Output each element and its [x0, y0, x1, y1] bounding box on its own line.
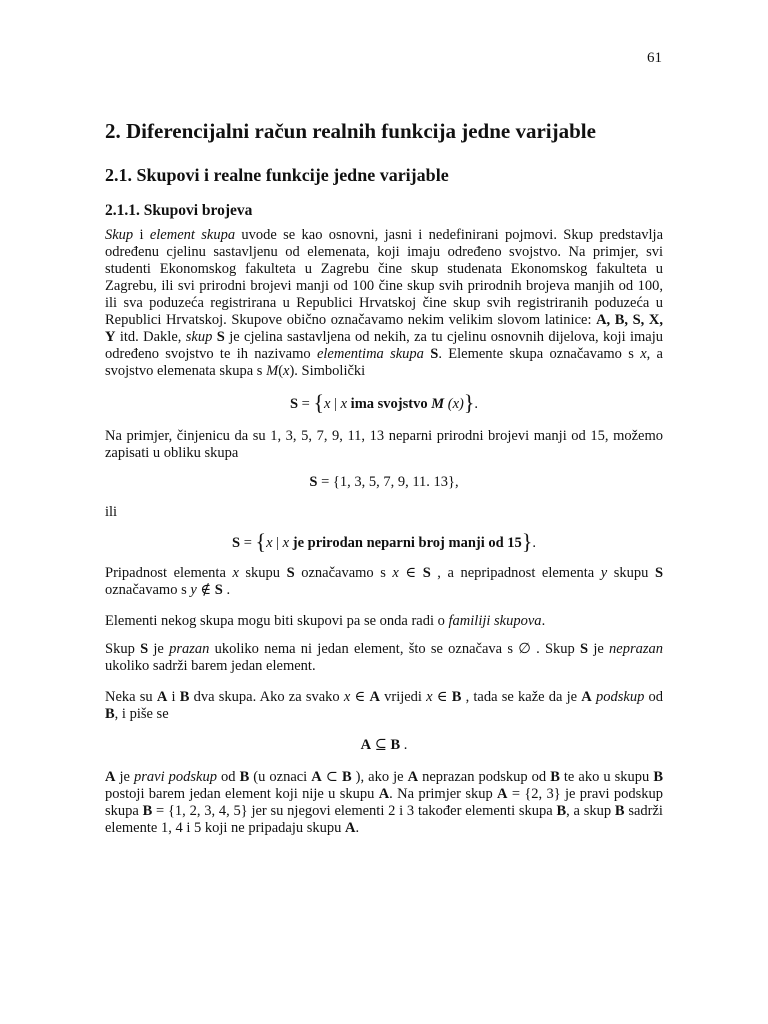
term-elementima-skupa: elementima skupa [316, 346, 424, 362]
page-content [105, 118, 663, 837]
chapter-title: 2. Diferencijalni račun realnih funkcija jedne varijable [105, 119, 596, 143]
term-element-skupa: element skupa [149, 227, 236, 243]
paragraph-definition: Skup i element skupa uvode se kao osnovni, jasni i nedefinirani pojmovi. Skup predstavlja određenu cjelinu sastavljenu od elemenata, koji imaju određeno svojstvo. Na primjer, svi studenti Ekonomskog fakulteta u Zagrebu čine skup studenata Ekonomskog fakulteta u Zagrebu, ili svi prirodni brojevi manji od 100 čine skup svih prirodnih brojeva manjih od 100, ili sva poduzeća registrirana u Republici Hrvatskoj čine skup svih registriranih poduzeća u Republici Hrvatskoj. Skupove obično označavamo nekim velikim slovom latinice: A, B, S, X, Y itd. Dakle, skup S je cjelina sastavljena od nekih, za tu cjelinu osnovnih dijelova, koji imaju određeno svojstvo te ih nazivamo elementima skupa S. Elemente skupa označavamo s x, a svojstvo elemenata skupa s M(x). Simbolički [105, 227, 664, 379]
term-skup: Skup [105, 227, 134, 243]
paragraph-ili: ili [105, 504, 118, 520]
page-number: 61 [647, 50, 662, 66]
section-title: 2.1. Skupovi i realne funkcije jedne varijable [105, 165, 449, 185]
paragraph-proper-subset: A je pravi podskup od B (u oznaci A ⊂ B ), ako je A neprazan podskup od B te ako u skupu B postoji barem jedan element koji nije u skupu A. Na primjer skup A = {2, 3} je pravi podskup skupa B = {1, 2, 3, 4, 5} jer su njegovi elementi 2 i 3 također elementi skupa B, a skup B sadrži elemente 1, 4 i 5 koji ne pripadaju skupu A. [105, 769, 664, 836]
formula-set-property: S = {x | x ima svojstvo M (x)}. [289, 390, 479, 415]
formula-set-enumeration: S = {1, 3, 5, 7, 9, 11. 13}, [309, 474, 459, 490]
formula-subset: A ⊆ B . [360, 737, 408, 753]
paragraph-example: Na primjer, činjenicu da su 1, 3, 5, 7, 9, 11, 13 neparni prirodni brojevi manji od 15, možemo zapisati u obliku skupa [105, 428, 663, 461]
subsection-title: 2.1.1. Skupovi brojeva [105, 202, 253, 219]
paragraph-membership: Pripadnost elementa x skupu S označavamo s x ∈ S , a nepripadnost elementa y skupu S označavamo s y ∉ S . [105, 565, 664, 598]
set-letters: A, B, S, X, Y [105, 312, 663, 345]
paragraph-family-of-sets: Elementi nekog skupa mogu biti skupovi pa se onda radi o familiji skupova. [105, 613, 546, 629]
paragraph-empty-set: Skup S je prazan ukoliko nema ni jedan element, što se označava s ∅ . Skup S je neprazan ukoliko sadrži barem jedan element. [105, 641, 663, 674]
paragraph-subset: Neka su A i B dva skupa. Ako za svako x ∈ A vrijedi x ∈ B , tada se kaže da je A podskup od B, i piše se [105, 689, 664, 722]
formula-set-odd-numbers: S = {x | x je prirodan neparni broj manji od 15}. [232, 529, 536, 554]
